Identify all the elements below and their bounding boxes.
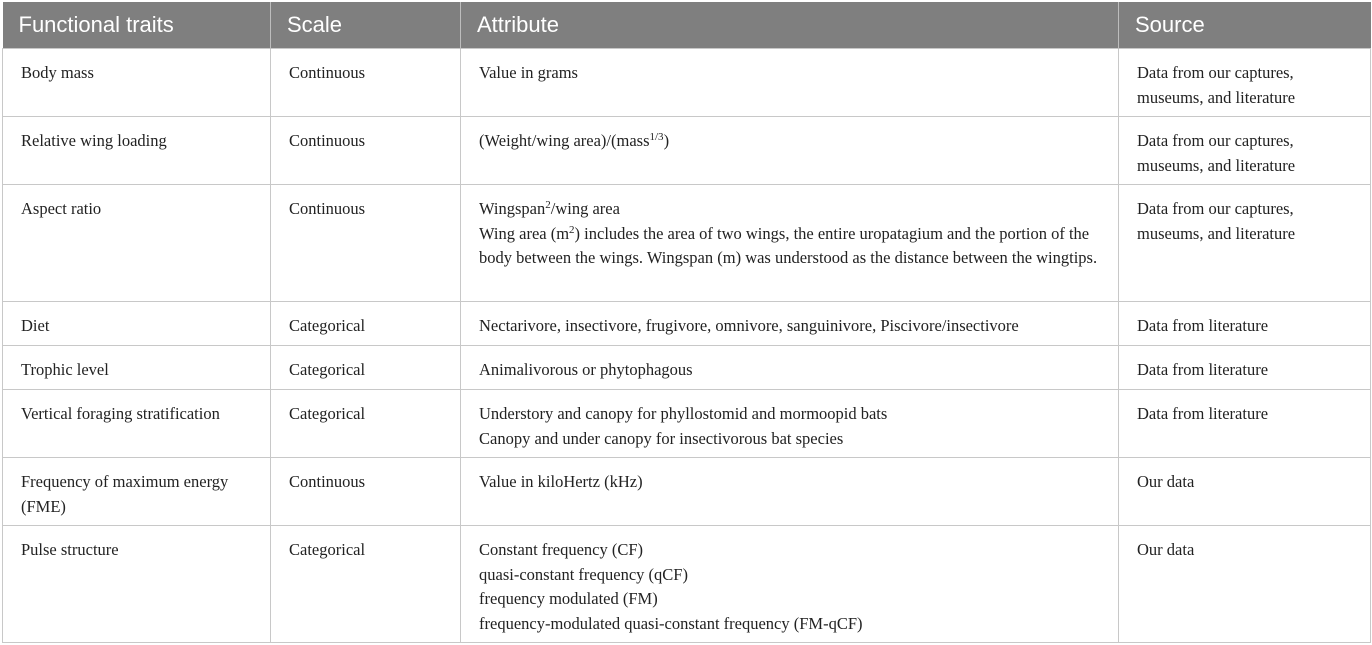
source-cell: Data from literature <box>1119 390 1371 458</box>
attribute-line: Animalivorous or phytophagous <box>479 360 693 379</box>
source-cell: Data from our captures, museums, and literature <box>1119 117 1371 185</box>
trait-cell: Aspect ratio <box>3 185 271 302</box>
scale-cell: Continuous <box>271 117 461 185</box>
trait-cell: Pulse structure <box>3 526 271 643</box>
attribute-line: Value in kiloHertz (kHz) <box>479 472 643 491</box>
superscript: 1/3 <box>649 131 664 143</box>
source-cell: Our data <box>1119 458 1371 526</box>
table-row <box>3 49 1371 117</box>
header-source: Source <box>1119 2 1371 49</box>
attribute-cell <box>461 346 1119 390</box>
attribute-line: Constant frequency (CF) <box>479 540 644 559</box>
source-cell: Our data <box>1119 526 1371 643</box>
table-row <box>3 526 1371 643</box>
trait-cell: Trophic level <box>3 346 271 390</box>
attribute-cell <box>461 390 1119 458</box>
attribute-cell <box>461 49 1119 117</box>
header-scale: Scale <box>271 2 461 49</box>
attribute-text: (Weight/wing area)/(mass <box>479 131 650 150</box>
attribute-text: ) <box>663 131 670 150</box>
table-row <box>3 117 1371 185</box>
source-cell: Data from our captures, museums, and literature <box>1119 49 1371 117</box>
attribute-line: Nectarivore, insectivore, frugivore, omnivore, sanguinivore, Piscivore/insectivore <box>479 316 1019 335</box>
attribute-line: Canopy and under canopy for insectivorous bat species <box>479 428 844 448</box>
trait-cell: Vertical foraging stratification <box>3 390 271 458</box>
attribute-text: Wing area (m <box>479 223 570 243</box>
header-functional-traits: Functional traits <box>3 2 271 49</box>
attribute-line <box>479 129 1102 154</box>
attribute-cell <box>461 302 1119 346</box>
table-row <box>3 346 1371 390</box>
functional-traits-table <box>2 2 1371 643</box>
trait-cell: Body mass <box>3 49 271 117</box>
trait-cell: Diet <box>3 302 271 346</box>
table-row <box>3 185 1371 302</box>
trait-cell: Frequency of maximum energy (FME) <box>3 458 271 526</box>
attribute-text: Wingspan <box>479 199 546 218</box>
attribute-line: Value in grams <box>479 63 578 82</box>
superscript: 2 <box>545 199 551 211</box>
table-row <box>3 390 1371 458</box>
table-row <box>3 458 1371 526</box>
header-row <box>3 2 1371 49</box>
attribute-line <box>479 197 1102 222</box>
header-attribute: Attribute <box>461 2 1119 49</box>
scale-cell: Continuous <box>271 49 461 117</box>
attribute-line: frequency modulated (FM) <box>479 589 658 608</box>
superscript: 2 <box>569 223 575 236</box>
attribute-cell <box>461 458 1119 526</box>
scale-cell: Continuous <box>271 458 461 526</box>
attribute-text: ) includes the area of two wings, the entire uropatagium and the portion of the body between the wings. Wingspan (m) was understood as the distance between the wingtips. <box>479 223 1098 267</box>
scale-cell: Categorical <box>271 526 461 643</box>
attribute-cell <box>461 185 1119 302</box>
attribute-line: quasi-constant frequency (qCF) <box>479 564 688 584</box>
attribute-cell <box>461 526 1119 643</box>
trait-cell: Relative wing loading <box>3 117 271 185</box>
scale-cell: Categorical <box>271 302 461 346</box>
attribute-text: /wing area <box>550 199 620 218</box>
source-cell: Data from literature <box>1119 302 1371 346</box>
scale-cell: Continuous <box>271 185 461 302</box>
attribute-line <box>479 222 1102 271</box>
attribute-line: Understory and canopy for phyllostomid and mormoopid bats <box>479 404 888 423</box>
scale-cell: Categorical <box>271 390 461 458</box>
table-row <box>3 302 1371 346</box>
scale-cell: Categorical <box>271 346 461 390</box>
attribute-line: frequency-modulated quasi-constant frequency (FM-qCF) <box>479 613 863 633</box>
source-cell: Data from our captures, museums, and literature <box>1119 185 1371 302</box>
source-cell: Data from literature <box>1119 346 1371 390</box>
attribute-cell <box>461 117 1119 185</box>
